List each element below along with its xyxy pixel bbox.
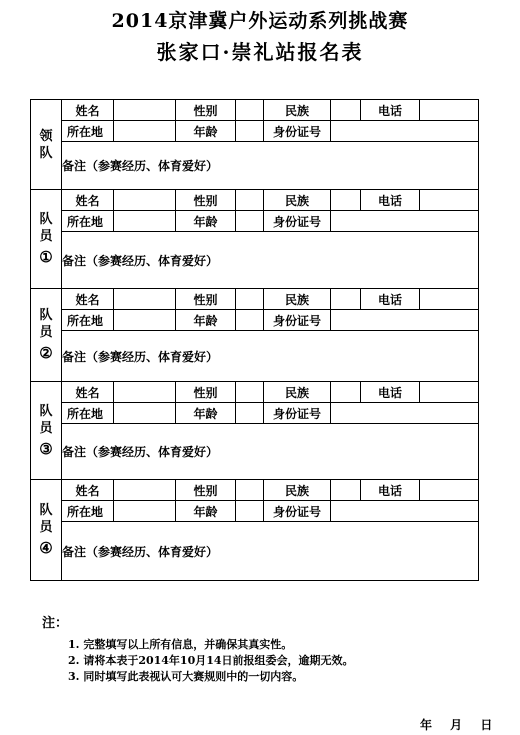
- notes-heading: 注：: [42, 616, 69, 631]
- section-3-row-3: [31, 424, 479, 480]
- registration-form-table: [30, 99, 479, 581]
- section-4-row-1: [31, 480, 479, 501]
- section-head-bottom: 员: [39, 325, 53, 340]
- section-head-bottom: 员: [39, 229, 53, 244]
- name-label: 姓名: [62, 480, 114, 501]
- id-number-label: 身份证号: [264, 310, 331, 331]
- name-label: 姓名: [62, 382, 114, 403]
- id-number-label: 身份证号: [264, 501, 331, 522]
- location-label: 所在地: [62, 501, 114, 522]
- title-line-1: 2014京津冀户外运动系列挑战赛: [111, 10, 409, 32]
- location-field[interactable]: [114, 310, 176, 331]
- section-head-bottom: 员: [39, 520, 53, 535]
- name-label: 姓名: [62, 289, 114, 310]
- section-head-bottom: 队: [39, 145, 53, 161]
- ethnicity-label: 民族: [264, 190, 331, 211]
- gender-field[interactable]: [236, 480, 264, 501]
- remarks-field[interactable]: [62, 142, 479, 190]
- location-label: 所在地: [62, 121, 114, 142]
- phone-label: 电话: [361, 480, 420, 501]
- section-number-badge: ④: [39, 539, 53, 557]
- gender-label: 性别: [176, 480, 236, 501]
- section-head: [31, 289, 62, 382]
- location-label: 所在地: [62, 211, 114, 232]
- section-head-top: 队: [39, 212, 53, 227]
- ethnicity-label: 民族: [264, 289, 331, 310]
- section-1-row-3: [31, 232, 479, 289]
- id-number-field[interactable]: [331, 310, 479, 331]
- age-field[interactable]: [236, 403, 264, 424]
- section-2-row-3: [31, 331, 479, 382]
- section-number-badge: ③: [39, 439, 53, 458]
- ethnicity-label: 民族: [264, 100, 331, 121]
- section-head-top: 领: [39, 128, 53, 144]
- note-item-1: 1. 完整填写以上所有信息，并确保其真实性。: [68, 638, 293, 651]
- gender-label: 性别: [176, 382, 236, 403]
- location-field[interactable]: [114, 211, 176, 232]
- phone-label: 电话: [361, 190, 420, 211]
- ethnicity-field[interactable]: [331, 100, 361, 121]
- id-number-field[interactable]: [331, 211, 479, 232]
- location-label: 所在地: [62, 310, 114, 331]
- age-field[interactable]: [236, 501, 264, 522]
- age-label: 年龄: [176, 501, 236, 522]
- age-field[interactable]: [236, 121, 264, 142]
- id-number-label: 身份证号: [264, 121, 331, 142]
- section-2-row-2: [31, 310, 479, 331]
- section-number-badge: ①: [39, 248, 53, 266]
- name-field[interactable]: [114, 100, 176, 121]
- id-number-label: 身份证号: [264, 403, 331, 424]
- section-1-row-2: [31, 211, 479, 232]
- ethnicity-label: 民族: [264, 480, 331, 501]
- section-4-row-2: [31, 501, 479, 522]
- ethnicity-label: 民族: [264, 382, 331, 403]
- phone-label: 电话: [361, 289, 420, 310]
- remarks-label: 备注（参赛经历、体育爱好）: [62, 544, 219, 559]
- name-field[interactable]: [114, 289, 176, 310]
- name-label: 姓名: [62, 190, 114, 211]
- name-label: 姓名: [62, 100, 114, 121]
- remarks-label: 备注（参赛经历、体育爱好）: [62, 445, 219, 459]
- age-label: 年龄: [176, 310, 236, 331]
- section-head: [31, 382, 62, 480]
- id-number-field[interactable]: [331, 121, 479, 142]
- note-item-3: 3. 同时填写此表视认可大赛规则中的一切内容。: [68, 670, 304, 683]
- location-label: 所在地: [62, 403, 114, 424]
- location-field[interactable]: [114, 501, 176, 522]
- age-label: 年龄: [176, 211, 236, 232]
- section-0-row-3: [31, 142, 479, 190]
- phone-field[interactable]: [420, 190, 479, 211]
- phone-field[interactable]: [420, 100, 479, 121]
- id-number-label: 身份证号: [264, 211, 331, 232]
- section-2-row-1: [31, 289, 479, 310]
- remarks-label: 备注（参赛经历、体育爱好）: [62, 159, 219, 173]
- section-head: [31, 100, 62, 190]
- gender-field[interactable]: [236, 100, 264, 121]
- gender-label: 性别: [176, 190, 236, 211]
- location-field[interactable]: [114, 403, 176, 424]
- section-head: [31, 480, 62, 581]
- phone-field[interactable]: [420, 480, 479, 501]
- location-field[interactable]: [114, 121, 176, 142]
- id-number-field[interactable]: [331, 403, 479, 424]
- phone-field[interactable]: [420, 382, 479, 403]
- age-label: 年龄: [176, 121, 236, 142]
- gender-field[interactable]: [236, 382, 264, 403]
- remarks-field[interactable]: [62, 522, 479, 581]
- gender-field[interactable]: [236, 289, 264, 310]
- title-line-2: 张家口·崇礼站报名表: [156, 40, 364, 64]
- phone-label: 电话: [361, 382, 420, 403]
- note-item-2: 2. 请将本表于2014年10月14日前报组委会，逾期无效。: [68, 654, 354, 667]
- gender-label: 性别: [176, 100, 236, 121]
- id-number-field[interactable]: [331, 501, 479, 522]
- ethnicity-field[interactable]: [331, 480, 361, 501]
- section-1-row-1: [31, 190, 479, 211]
- phone-label: 电话: [361, 100, 420, 121]
- age-field[interactable]: [236, 310, 264, 331]
- remarks-field[interactable]: [62, 232, 479, 289]
- section-3-row-1: [31, 382, 479, 403]
- phone-field[interactable]: [420, 289, 479, 310]
- remarks-field[interactable]: [62, 331, 479, 382]
- section-4-row-3: [31, 522, 479, 581]
- section-head-top: 队: [39, 308, 53, 323]
- gender-label: 性别: [176, 289, 236, 310]
- section-0-row-1: [31, 100, 479, 121]
- remarks-field[interactable]: [62, 424, 479, 480]
- name-field[interactable]: [114, 382, 176, 403]
- notes-list: [68, 637, 354, 685]
- name-field[interactable]: [114, 480, 176, 501]
- ethnicity-field[interactable]: [331, 289, 361, 310]
- section-head-top: 队: [39, 503, 53, 518]
- name-field[interactable]: [114, 190, 176, 211]
- section-0-row-2: [31, 121, 479, 142]
- gender-field[interactable]: [236, 190, 264, 211]
- ethnicity-field[interactable]: [331, 190, 361, 211]
- section-head-top: 队: [39, 403, 53, 419]
- age-field[interactable]: [236, 211, 264, 232]
- age-label: 年龄: [176, 403, 236, 424]
- section-head: [31, 190, 62, 289]
- section-3-row-2: [31, 403, 479, 424]
- ethnicity-field[interactable]: [331, 382, 361, 403]
- date-line: 年 月 日: [420, 718, 493, 732]
- remarks-label: 备注（参赛经历、体育爱好）: [62, 253, 219, 268]
- section-number-badge: ②: [39, 344, 53, 362]
- section-head-bottom: 员: [39, 420, 53, 436]
- remarks-label: 备注（参赛经历、体育爱好）: [62, 349, 219, 364]
